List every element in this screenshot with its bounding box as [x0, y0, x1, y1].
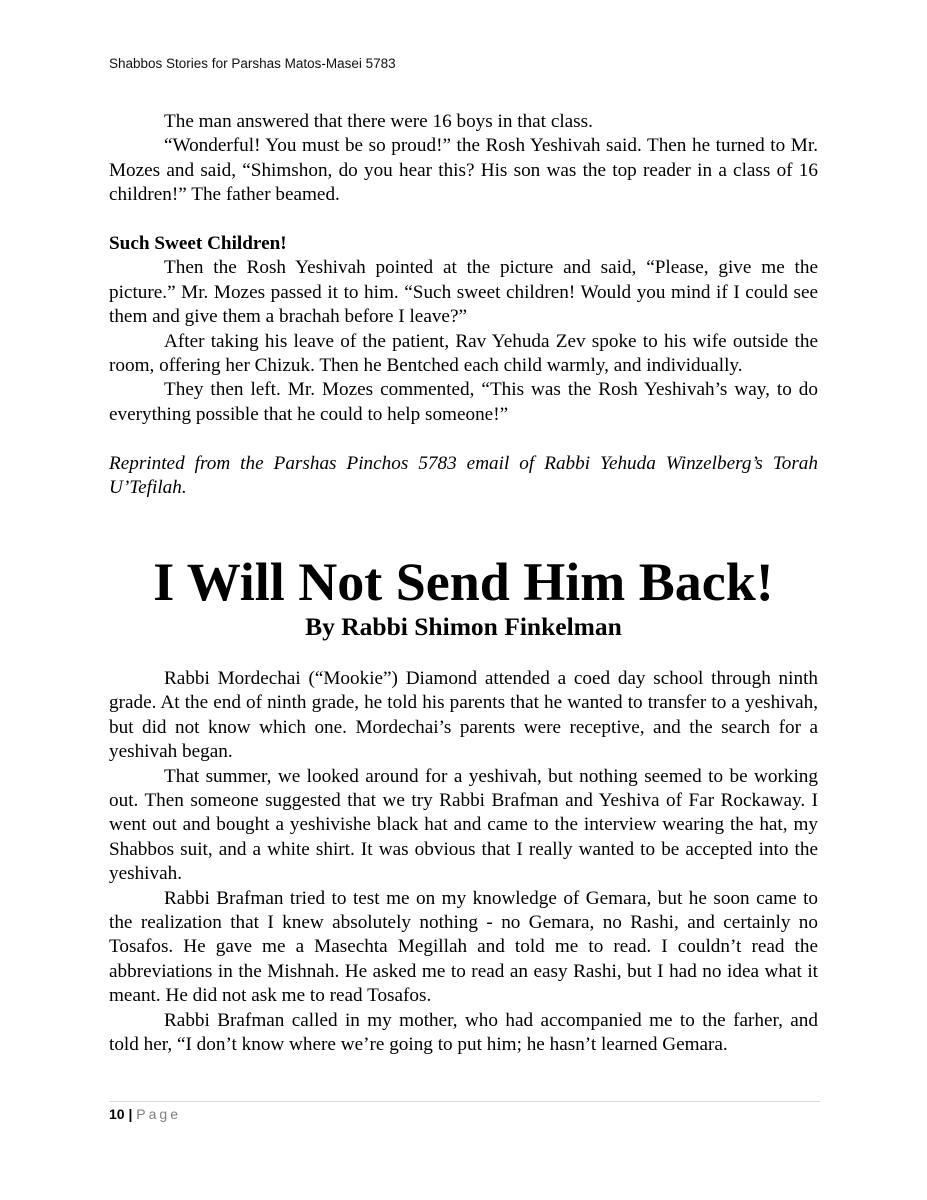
- page-label: Page: [136, 1106, 181, 1122]
- paragraph: Then the Rosh Yeshivah pointed at the picture and said, “Please, give me the picture.” Mr. Mozes passed it to him. “Such sweet children! Would you mind if I could see them and give them a brachah before I leave?”: [109, 257, 818, 328]
- running-header: Shabbos Stories for Parshas Matos-Masei 5783: [109, 56, 396, 71]
- page-footer: [109, 1106, 181, 1122]
- article-body: [109, 667, 818, 1058]
- article-byline: By Rabbi Shimon Finkelman: [305, 612, 622, 641]
- paragraph: The man answered that there were 16 boys in that class.: [164, 111, 593, 132]
- page-number: 10: [109, 1106, 125, 1122]
- paragraph: Rabbi Brafman called in my mother, who had accompanied me to the farher, and told her, “I don’t know where we’re going to put him; he hasn’t learned Gemara.: [109, 1009, 818, 1056]
- spacer: [109, 427, 818, 451]
- article-title: I Will Not Send Him Back!: [153, 552, 774, 612]
- paragraph: “Wonderful! You must be so proud!” the Rosh Yeshivah said. Then he turned to Mr. Mozes and said, “Shimshon, do you hear this? His son was the top reader in a class of 16 children!” The father beamed.: [109, 135, 818, 206]
- section-subheading: Such Sweet Children!: [109, 233, 287, 255]
- spacer: [109, 208, 818, 232]
- page-content: [109, 110, 818, 1056]
- paragraph: After taking his leave of the patient, Rav Yehuda Zev spoke to his wife outside the room, offering her Chizuk. Then he Bentched each child warmly, and individually.: [109, 330, 818, 377]
- paragraph: They then left. Mr. Mozes commented, “This was the Rosh Yeshivah’s way, to do everything possible that he could to help someone!”: [109, 379, 818, 425]
- footer-separator: |: [128, 1106, 133, 1122]
- reprint-credit: Reprinted from the Parshas Pinchos 5783 email of Rabbi Yehuda Winzelberg’s Torah U’Tefilah.: [109, 452, 818, 499]
- paragraph: Rabbi Brafman tried to test me on my knowledge of Gemara, but he soon came to the realization that I knew absolutely nothing - no Gemara, no Rashi, and certainly no Tosafos. He gave me a Masechta Megillah and told me to read. I couldn’t read the abbreviations in the Mishnah. He asked me to read an easy Rashi, but I had no idea what it meant. He did not ask me to read Tosafos.: [109, 887, 818, 1007]
- paragraph: That summer, we looked around for a yeshivah, but nothing seemed to be working out. Then someone suggested that we try Rabbi Brafman and Yeshiva of Far Rockaway. I went out and bought a yeshivishe black hat and came to the interview wearing the hat, my Shabbos suit, and a white shirt. It was obvious that I really wanted to be accepted into the yeshivah.: [109, 765, 818, 885]
- footer-divider: [109, 1101, 820, 1102]
- paragraph: Rabbi Mordechai (“Mookie”) Diamond attended a coed day school through ninth grade. At the end of ninth grade, he told his parents that he wanted to transfer to a yeshivah, but did not know which one. Mordechai’s parents were receptive, and the search for a yeshivah began.: [109, 668, 818, 763]
